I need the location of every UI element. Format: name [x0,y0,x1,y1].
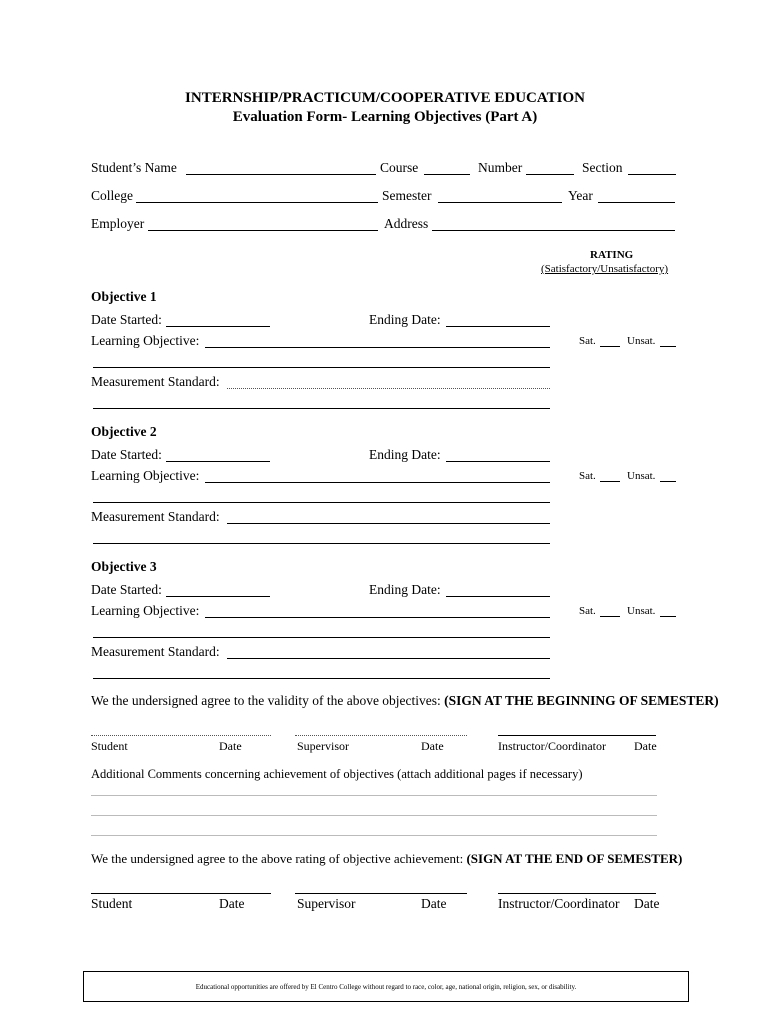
form-subtitle: Evaluation Form- Learning Objectives (Part A) [232,109,538,125]
agreement-begin-emphasis: (SIGN AT THE BEGINNING OF SEMESTER) [444,693,719,708]
semester-field[interactable] [438,202,562,203]
semester-label: Semester [382,188,432,203]
objective-1-title: Objective 1 [91,289,157,304]
objective-1-learning-field-2[interactable] [93,367,550,368]
objective-1-measurement-field-2[interactable] [93,408,550,409]
sign-end-student-date-label: Date [219,896,245,911]
sign-end-student-line[interactable] [91,893,271,894]
footer-box [83,971,689,1002]
sign-begin-instructor-line[interactable] [498,735,656,736]
objective-2-ending-date-label: Ending Date: [369,447,441,462]
objective-1-sat-label: Sat. [579,335,596,347]
objective-2-measurement-field-2[interactable] [93,543,550,544]
objective-3-date-started-field[interactable] [166,596,270,597]
objective-3-unsat-label: Unsat. [627,605,656,617]
number-field[interactable] [526,174,574,175]
course-field[interactable] [424,174,470,175]
sign-begin-instructor-date-label: Date [634,739,657,753]
objective-1-unsat-field[interactable] [660,346,676,347]
sign-begin-student-label: Student [91,739,128,753]
sign-begin-supervisor-label: Supervisor [297,739,349,753]
employer-label: Employer [91,216,145,231]
objective-1-learning-field[interactable] [205,347,550,348]
sign-end-supervisor-date-label: Date [421,896,447,911]
objective-1-unsat-label: Unsat. [627,335,656,347]
footer-text: Educational opportunities are offered by El Centro College without regard to race, color, age, national origin, religion, sex, or disability. [195,982,577,991]
year-label: Year [568,188,593,203]
comments-line-2[interactable] [91,815,657,816]
comments-label: Additional Comments concerning achievement of objectives (attach additional pages if necessary) [91,767,583,781]
objective-1-date-started-label: Date Started: [91,312,162,327]
objective-1-date-started-field[interactable] [166,326,270,327]
objective-1-ending-date-field[interactable] [446,326,550,327]
agreement-end-emphasis: (SIGN AT THE END OF SEMESTER) [466,851,683,866]
form-title: INTERNSHIP/PRACTICUM/COOPERATIVE EDUCATION [185,90,585,106]
course-label: Course [380,160,419,175]
objective-2-measurement-field[interactable] [227,523,550,524]
employer-field[interactable] [148,230,378,231]
objective-1-sat-field[interactable] [600,346,620,347]
sign-end-student-label: Student [91,896,133,911]
year-field[interactable] [598,202,675,203]
sign-begin-supervisor-date-label: Date [421,739,444,753]
agreement-begin-text [91,694,719,708]
sign-begin-instructor-label: Instructor/Coordinator [498,739,606,753]
sign-end-supervisor-line[interactable] [295,893,467,894]
sign-end-instructor-label: Instructor/Coordinator [498,896,620,911]
comments-line-1[interactable] [91,795,657,796]
objective-2-sat-label: Sat. [579,470,596,482]
objective-2-date-started-field[interactable] [166,461,270,462]
number-label: Number [478,160,523,175]
rating-heading: RATING [590,249,634,261]
objective-3-measurement-field-2[interactable] [93,678,550,679]
comments-line-3[interactable] [91,835,657,836]
objective-3-title: Objective 3 [91,559,157,574]
objective-3-date-started-label: Date Started: [91,582,162,597]
objective-3-sat-label: Sat. [579,605,596,617]
address-field[interactable] [432,230,675,231]
objective-2-title: Objective 2 [91,424,157,439]
objective-3-measurement-label: Measurement Standard: [91,644,220,659]
sign-end-supervisor-label: Supervisor [297,896,356,911]
section-label: Section [582,160,623,175]
objective-3-unsat-field[interactable] [660,616,676,617]
objective-1-measurement-field[interactable] [227,388,550,389]
student-name-field[interactable] [186,174,376,175]
sign-end-instructor-line[interactable] [498,893,656,894]
objective-3-measurement-field[interactable] [227,658,550,659]
objective-2-learning-label: Learning Objective: [91,468,200,483]
objective-2-learning-field[interactable] [205,482,550,483]
objective-1-learning-label: Learning Objective: [91,333,200,348]
agreement-end-text [91,852,682,865]
address-label: Address [384,216,429,231]
college-field[interactable] [136,202,378,203]
objective-1-measurement-label: Measurement Standard: [91,374,220,389]
objective-2-sat-field[interactable] [600,481,620,482]
objective-2-learning-field-2[interactable] [93,502,550,503]
objective-3-learning-field-2[interactable] [93,637,550,638]
objective-3-ending-date-field[interactable] [446,596,550,597]
section-field[interactable] [628,174,676,175]
agreement-begin-statement: We the undersigned agree to the validity of the above objectives: [91,693,441,708]
objective-2-date-started-label: Date Started: [91,447,162,462]
college-label: College [91,188,133,203]
objective-2-measurement-label: Measurement Standard: [91,509,220,524]
objective-1-ending-date-label: Ending Date: [369,312,441,327]
objective-3-learning-field[interactable] [205,617,550,618]
objective-2-unsat-field[interactable] [660,481,676,482]
sign-begin-student-date-label: Date [219,739,242,753]
agreement-end-statement: We the undersigned agree to the above rating of objective achievement: [91,851,464,866]
objective-3-sat-field[interactable] [600,616,620,617]
student-name-label: Student’s Name [91,160,177,175]
objective-2-ending-date-field[interactable] [446,461,550,462]
sign-begin-student-line[interactable] [91,735,271,736]
sign-begin-supervisor-line[interactable] [295,735,467,736]
objective-2-unsat-label: Unsat. [627,470,656,482]
objective-3-ending-date-label: Ending Date: [369,582,441,597]
sign-end-instructor-date-label: Date [634,896,660,911]
objective-3-learning-label: Learning Objective: [91,603,200,618]
rating-subheading: (Satisfactory/Unsatisfactory) [541,263,669,275]
